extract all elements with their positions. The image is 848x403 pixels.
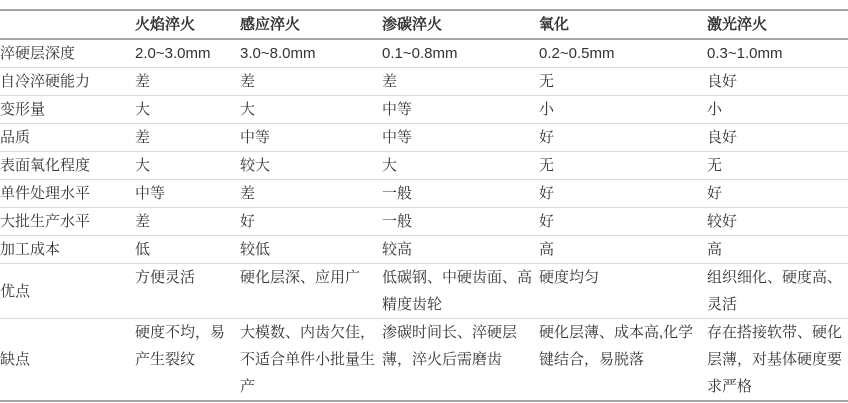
table-cell: 差 (135, 213, 151, 230)
table-cell: 中等 (135, 185, 166, 202)
table-cell: 好 (707, 185, 723, 202)
table-cell: 差 (135, 129, 151, 146)
table-cell: 0.2~0.5mm (539, 45, 615, 62)
table-cell: 大 (135, 101, 151, 118)
column-header-oxidation: 氧化 (539, 10, 707, 39)
table-row-mass-production-level (0, 208, 848, 236)
table-cell: 良好 (707, 129, 738, 146)
table-cell: 存在搭接软带、硬化层薄，对基体硬度要求严格 (707, 324, 843, 395)
table-cell: 2.0~3.0mm (135, 45, 211, 62)
table-cell: 小 (539, 101, 555, 118)
table-cell: 中等 (382, 129, 413, 146)
table-cell: 大 (382, 157, 398, 174)
table-row-single-piece-level (0, 180, 848, 208)
table-cell: 0.1~0.8mm (382, 45, 458, 62)
table-cell: 大 (135, 157, 151, 174)
table-cell: 好 (539, 129, 555, 146)
table-cell: 无 (539, 73, 555, 90)
table-cell: 无 (707, 157, 723, 174)
table-cell: 好 (539, 213, 555, 230)
table-cell: 较低 (240, 241, 271, 258)
table-cell: 好 (240, 213, 256, 230)
table-cell: 一般 (382, 213, 413, 230)
table-cell: 好 (539, 185, 555, 202)
table-cell: 硬化层深、应用广 (240, 269, 361, 286)
table-cell: 差 (240, 185, 256, 202)
row-label: 表面氧化程度 (0, 157, 91, 174)
table-row-quality (0, 124, 848, 152)
row-label: 变形量 (0, 101, 46, 118)
table-row-self-cooling-ability (0, 68, 848, 96)
column-header-empty (0, 10, 135, 39)
table-cell: 低 (135, 241, 151, 258)
table-cell: 方便灵活 (135, 269, 196, 286)
table-cell: 中等 (382, 101, 413, 118)
comparison-table (0, 9, 848, 402)
table-cell: 差 (240, 73, 256, 90)
table-cell: 硬化层薄、成本高,化学键结合，易脱落 (539, 324, 694, 368)
table-cell: 较高 (382, 241, 413, 258)
table-cell: 硬度不均，易产生裂纹 (135, 324, 226, 368)
table-cell: 大 (240, 101, 256, 118)
table-cell: 硬度均匀 (539, 269, 600, 286)
row-label: 淬硬层深度 (0, 45, 76, 62)
table-cell: 高 (707, 241, 723, 258)
table-row-hardened-layer-depth (0, 39, 848, 68)
table-row-advantages (0, 264, 848, 319)
table-row-deformation (0, 96, 848, 124)
table-cell: 0.3~1.0mm (707, 45, 783, 62)
table-row-processing-cost (0, 236, 848, 264)
column-header-carburizing-quenching: 渗碳淬火 (382, 10, 539, 39)
table-cell: 大模数、内齿欠佳，不适合单件小批量生产 (240, 324, 376, 395)
table-cell: 较好 (707, 213, 738, 230)
row-label: 优点 (0, 282, 31, 300)
column-header-induction-quenching: 感应淬火 (240, 10, 382, 39)
table-cell: 高 (539, 241, 555, 258)
row-label: 缺点 (0, 351, 31, 368)
table-row-disadvantages (0, 319, 848, 402)
table-cell: 3.0~8.0mm (240, 45, 316, 62)
table-cell: 良好 (707, 73, 738, 90)
column-header-laser-quenching: 激光淬火 (707, 10, 848, 39)
table-cell: 一般 (382, 185, 413, 202)
table-cell: 低碳钢、中硬齿面、高精度齿轮 (382, 269, 533, 313)
header-row (0, 10, 848, 39)
row-label: 大批生产水平 (0, 213, 91, 230)
table-row-surface-oxidation (0, 152, 848, 180)
table-cell: 差 (135, 73, 151, 90)
table-cell: 小 (707, 101, 723, 118)
row-label: 品质 (0, 129, 31, 146)
table-cell: 差 (382, 73, 398, 90)
table-cell: 组织细化、硬度高、灵活 (707, 269, 843, 313)
table-cell: 无 (539, 157, 555, 174)
row-label: 自冷淬硬能力 (0, 73, 91, 90)
table-cell: 较大 (240, 157, 271, 174)
column-header-flame-quenching: 火焰淬火 (135, 10, 240, 39)
table-cell: 渗碳时间长、淬硬层薄，淬火后需磨齿 (382, 324, 518, 368)
table-cell: 中等 (240, 129, 271, 146)
row-label: 单件处理水平 (0, 185, 91, 202)
row-label: 加工成本 (0, 241, 61, 258)
